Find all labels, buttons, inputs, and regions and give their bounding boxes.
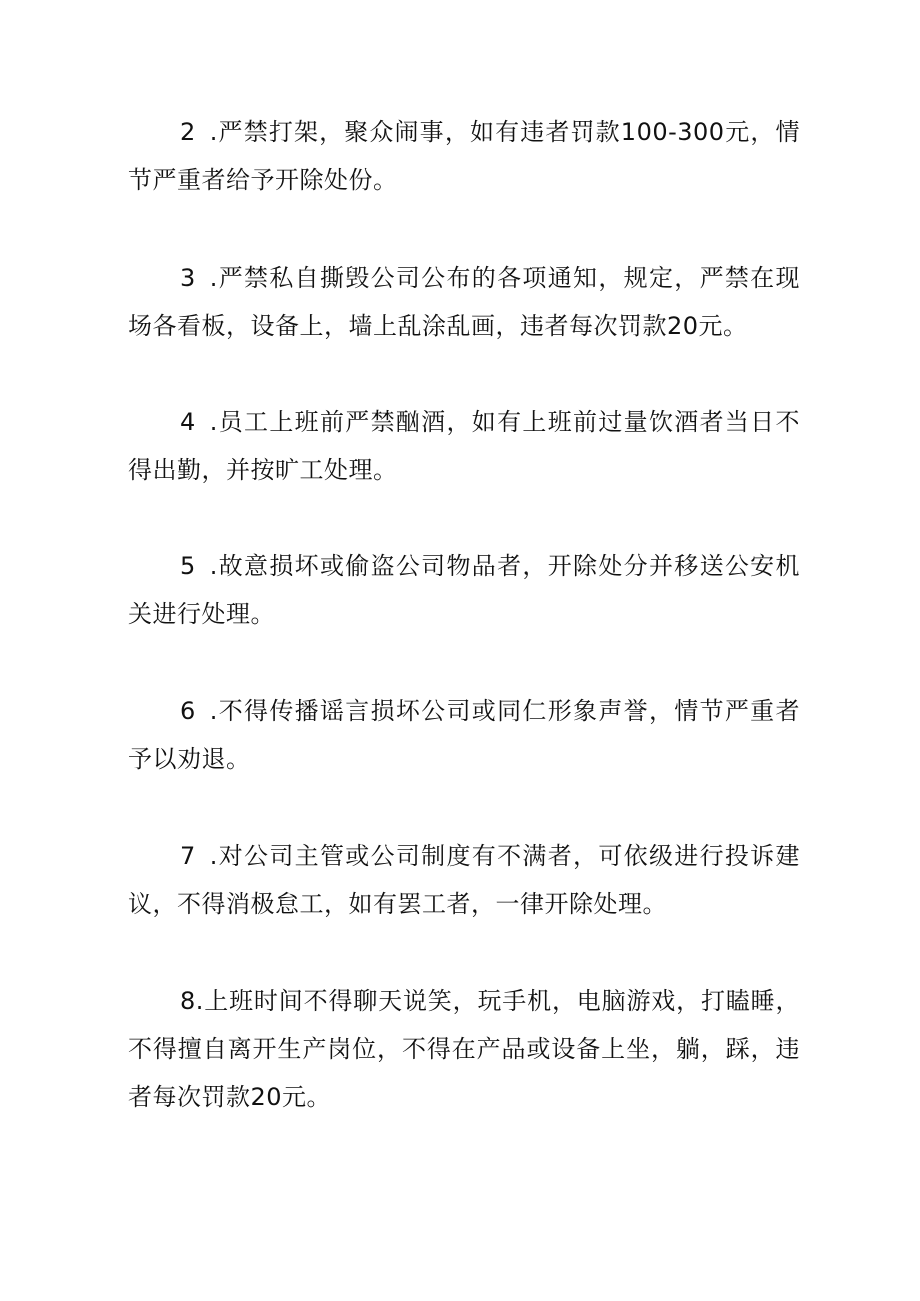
clause-7 — [128, 832, 800, 928]
clause-3 — [128, 254, 800, 350]
clause-text: .不得传播谣言损坏公司或同仁形象声誉，情节严重者予以劝退。 — [128, 697, 800, 773]
clause-number: 7 — [180, 842, 196, 870]
clause-text: .上班时间不得聊天说笑，玩手机，电脑游戏，打瞌睡，不得擅自离开生产岗位，不得在产品或设备上坐，躺，踩，违者每次罚款20元。 — [128, 987, 800, 1111]
clause-text: .员工上班前严禁酗酒，如有上班前过量饮酒者当日不得出勤，并按旷工处理。 — [128, 408, 800, 484]
clause-8 — [128, 977, 800, 1121]
clause-text: .对公司主管或公司制度有不满者，可依级进行投诉建议，不得消极怠工，如有罢工者，一律开除处理。 — [128, 842, 800, 918]
clause-6 — [128, 687, 800, 783]
clause-text: .严禁私自撕毁公司公布的各项通知，规定，严禁在现场各看板，设备上，墙上乱涂乱画，违者每次罚款20元。 — [128, 264, 800, 340]
clause-text: .严禁打架，聚众闹事，如有违者罚款100-300元，情节严重者给予开除处份。 — [128, 118, 800, 194]
clause-number: 8 — [180, 987, 196, 1015]
clause-number: 5 — [180, 552, 196, 580]
clause-text: .故意损坏或偷盗公司物品者，开除处分并移送公安机关进行处理。 — [128, 552, 800, 628]
clause-number: 3 — [180, 264, 196, 292]
clause-number: 4 — [180, 408, 196, 436]
clause-number: 2 — [180, 118, 196, 146]
clause-4 — [128, 398, 800, 494]
clause-2 — [128, 108, 800, 204]
clause-number: 6 — [180, 697, 196, 725]
clause-5 — [128, 542, 800, 638]
